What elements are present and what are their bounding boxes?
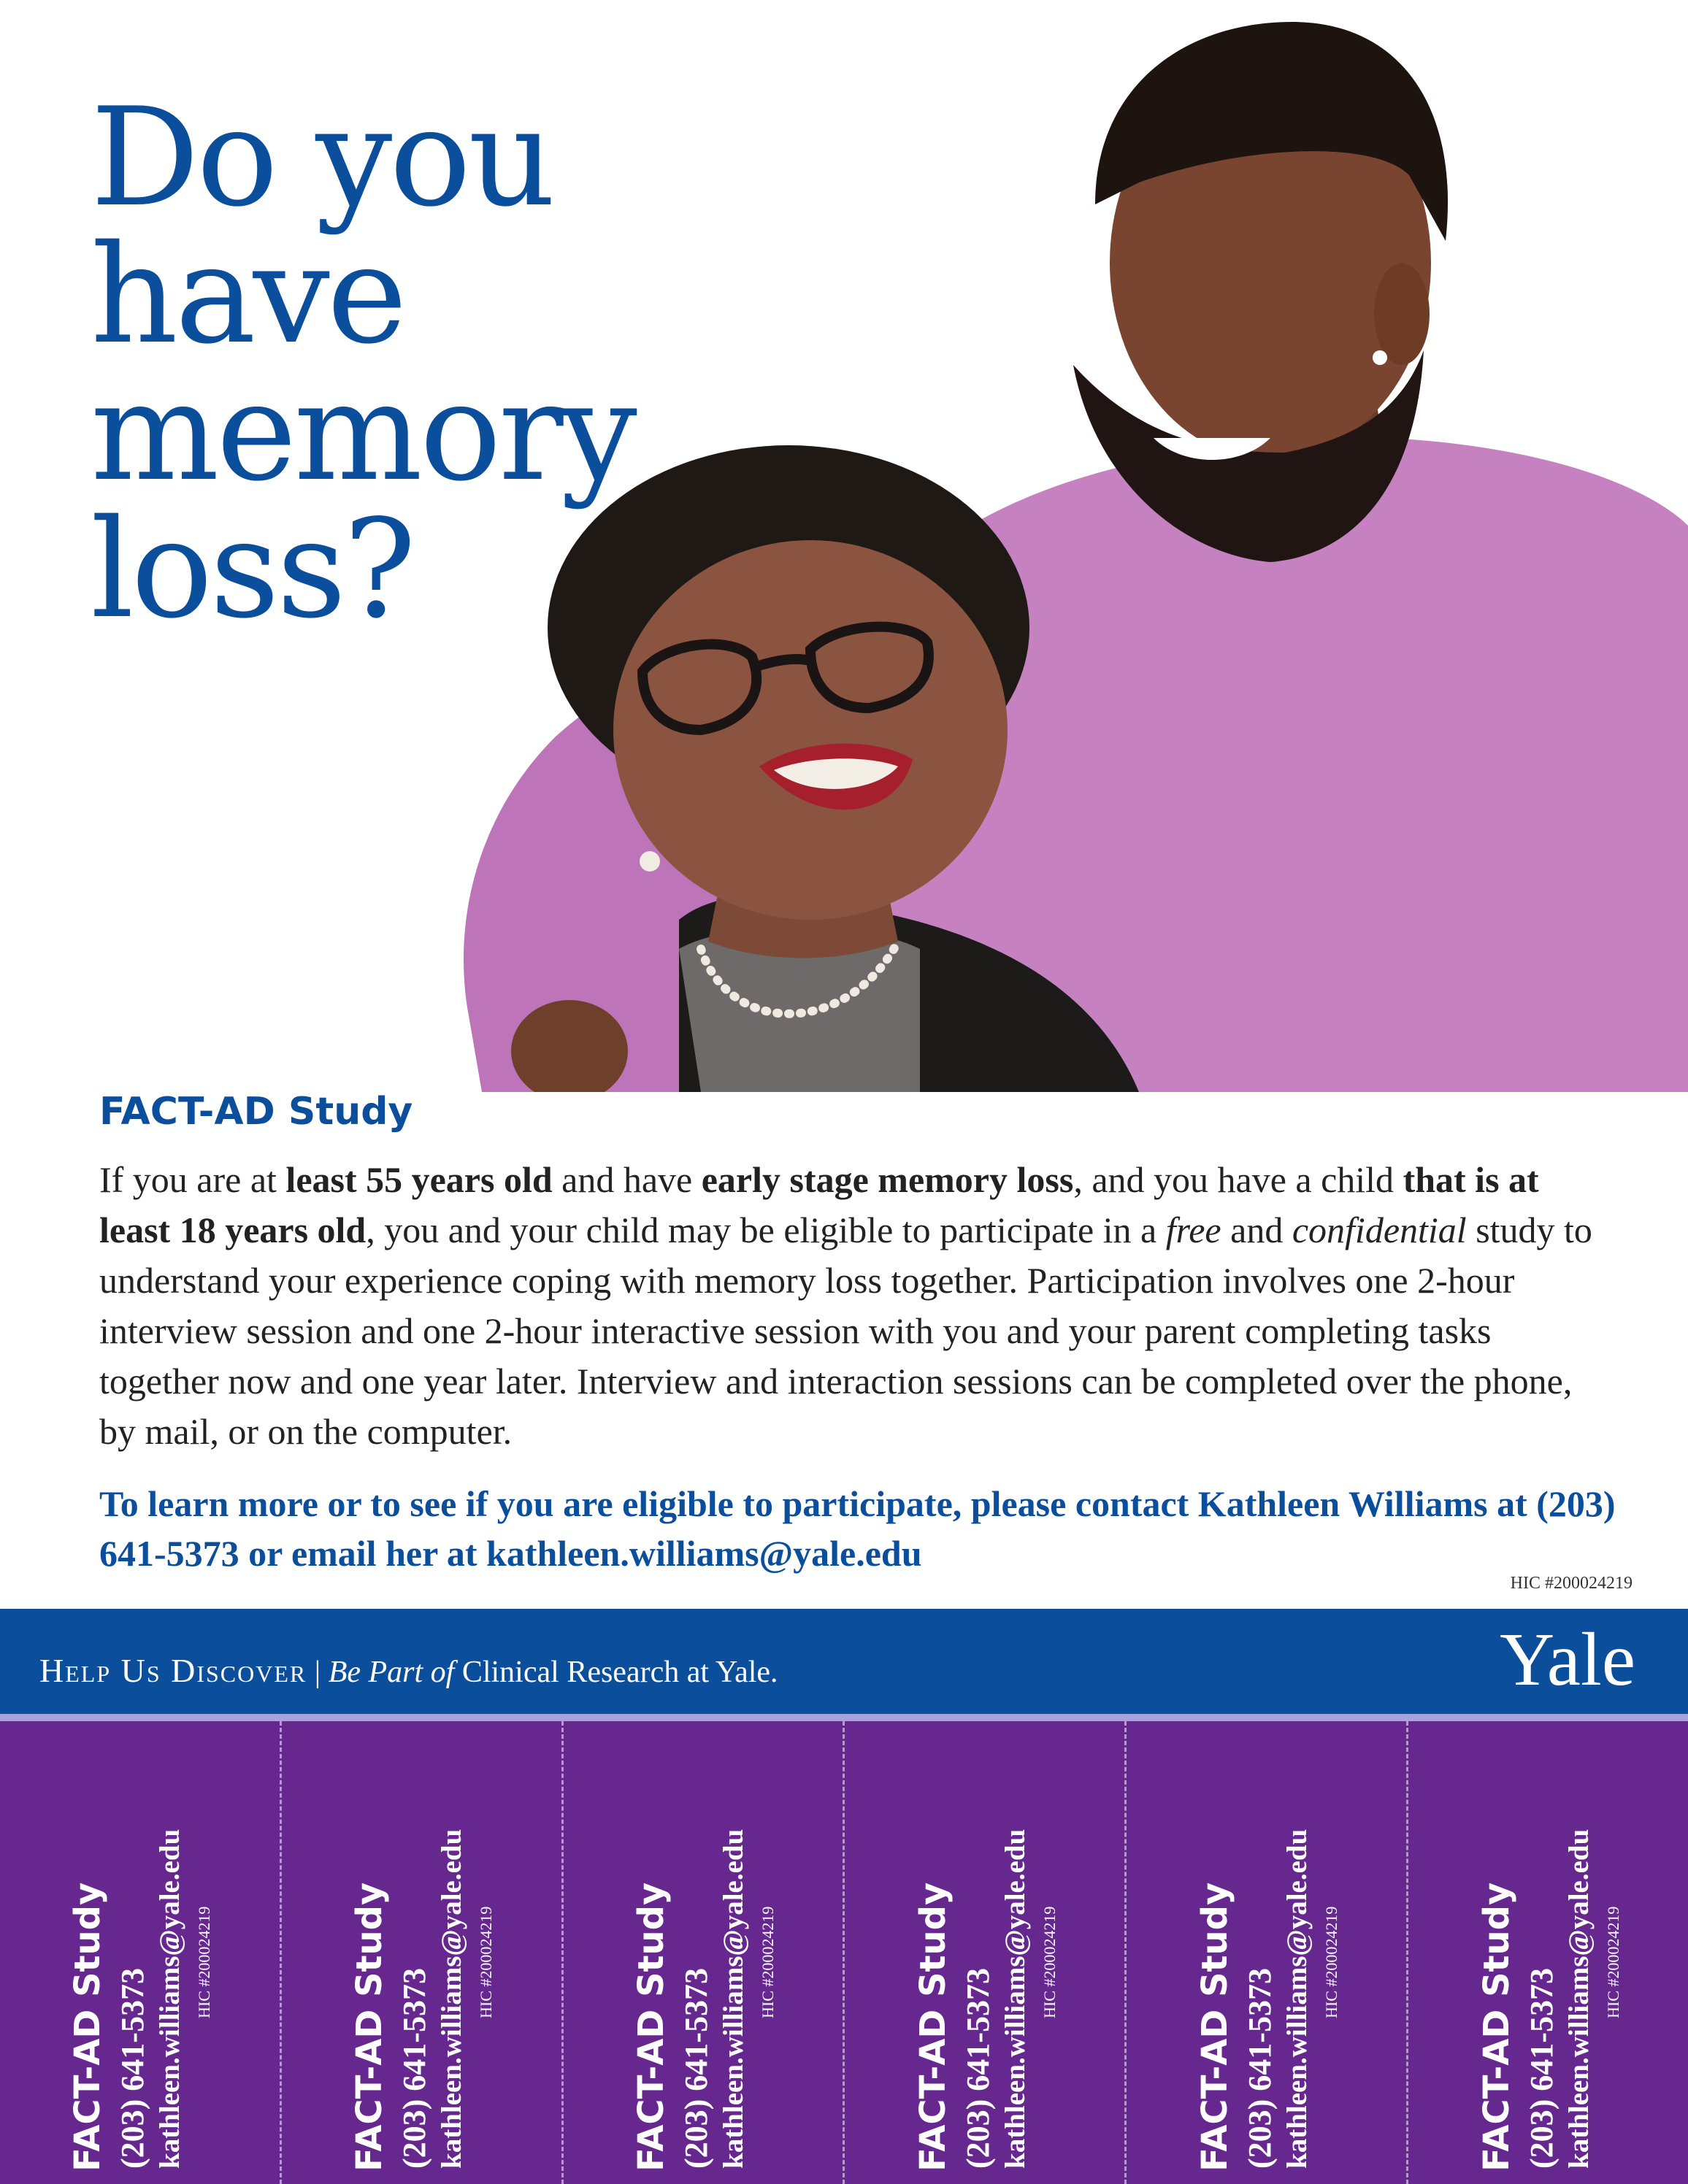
tagline-separator: | [307,1656,329,1689]
tab-hic: HIC #200024219 [477,1906,496,2018]
body-text-2: and have [552,1159,702,1200]
tab-email: kathleen.williams@yale.edu [999,1829,1031,2169]
body-condition-requirement: early stage memory loss [701,1159,1074,1200]
tear-off-tab[interactable] [1408,1721,1688,2184]
study-description [99,1155,1596,1457]
tab-phone: (203) 641-5373 [1241,1968,1278,2169]
tear-off-tabs [0,1721,1688,2184]
tab-phone: (203) 641-5373 [678,1968,715,2169]
body-text-3: , and you have a child [1073,1159,1403,1200]
headline-line-1: Do you have [91,78,553,374]
tab-email: kathleen.williams@yale.edu [718,1829,750,2169]
tab-title: FACT-AD Study [1194,1882,1235,2172]
tab-email: kathleen.williams@yale.edu [154,1829,186,2169]
tab-title: FACT-AD Study [631,1882,672,2172]
body-child-requirement: that is at least 18 years old [99,1159,1539,1250]
yale-logo: Yale [1500,1618,1635,1702]
tagline-italic: Be Part of [328,1656,455,1689]
tab-hic: HIC #200024219 [195,1906,214,2018]
headline [91,78,894,648]
body-text-4: , you and your child may be eligible to participate in a [366,1210,1166,1250]
tab-phone: (203) 641-5373 [396,1968,433,2169]
body-text-6: study to understand your experience coping with memory loss together. Participation involves one 2-hour interview session and one 2-hour interactive session with you and your parent completing tasks together now and one year later. Interview and interaction sessions can be completed over the phone, by mail, or on the computer. [99,1210,1592,1452]
tear-off-tab[interactable] [845,1721,1127,2184]
tab-email: kathleen.williams@yale.edu [436,1829,468,2169]
tear-off-tab[interactable] [0,1721,282,2184]
banner-tagline [39,1651,778,1690]
body-confidential: confidential [1292,1210,1467,1250]
tab-hic: HIC #200024219 [759,1906,778,2018]
body-free: free [1165,1210,1221,1250]
tear-off-tab[interactable] [564,1721,845,2184]
hic-number: HIC #200024219 [1510,1574,1633,1593]
tab-hic: HIC #200024219 [1040,1906,1059,2018]
tab-email: kathleen.williams@yale.edu [1562,1829,1595,2169]
tear-off-tab[interactable] [282,1721,564,2184]
tab-phone: (203) 641-5373 [115,1968,151,2169]
banner-stripe [0,1714,1688,1721]
body-text-5: and [1221,1210,1292,1250]
body-age-requirement: least 55 years old [285,1159,553,1200]
contact-info[interactable]: To learn more or to see if you are eligible to participate, please contact Kathleen Williams at (203) 641-5373 or email her at kathleen.williams@yale.edu [99,1483,1616,1574]
tagline-caps: Help Us Discover [39,1652,307,1689]
tear-off-tab[interactable] [1127,1721,1408,2184]
tab-hic: HIC #200024219 [1321,1906,1340,2018]
headline-line-2: memory loss? [91,353,634,648]
tagline-rest: Clinical Research at Yale. [454,1656,778,1689]
son-earring [1373,350,1387,365]
tab-title: FACT-AD Study [67,1882,109,2172]
son-ear [1374,263,1430,365]
tab-phone: (203) 641-5373 [959,1968,996,2169]
tab-title: FACT-AD Study [912,1882,954,2172]
tab-hic: HIC #200024219 [1603,1906,1622,2018]
tab-email: kathleen.williams@yale.edu [1281,1829,1313,2169]
tab-phone: (203) 641-5373 [1523,1968,1560,2169]
tab-title: FACT-AD Study [1476,1882,1517,2172]
study-title: FACT-AD Study [99,1090,413,1134]
tab-title: FACT-AD Study [349,1882,391,2172]
mother-earring [640,851,660,872]
body-text-1: If you are at [99,1159,286,1200]
